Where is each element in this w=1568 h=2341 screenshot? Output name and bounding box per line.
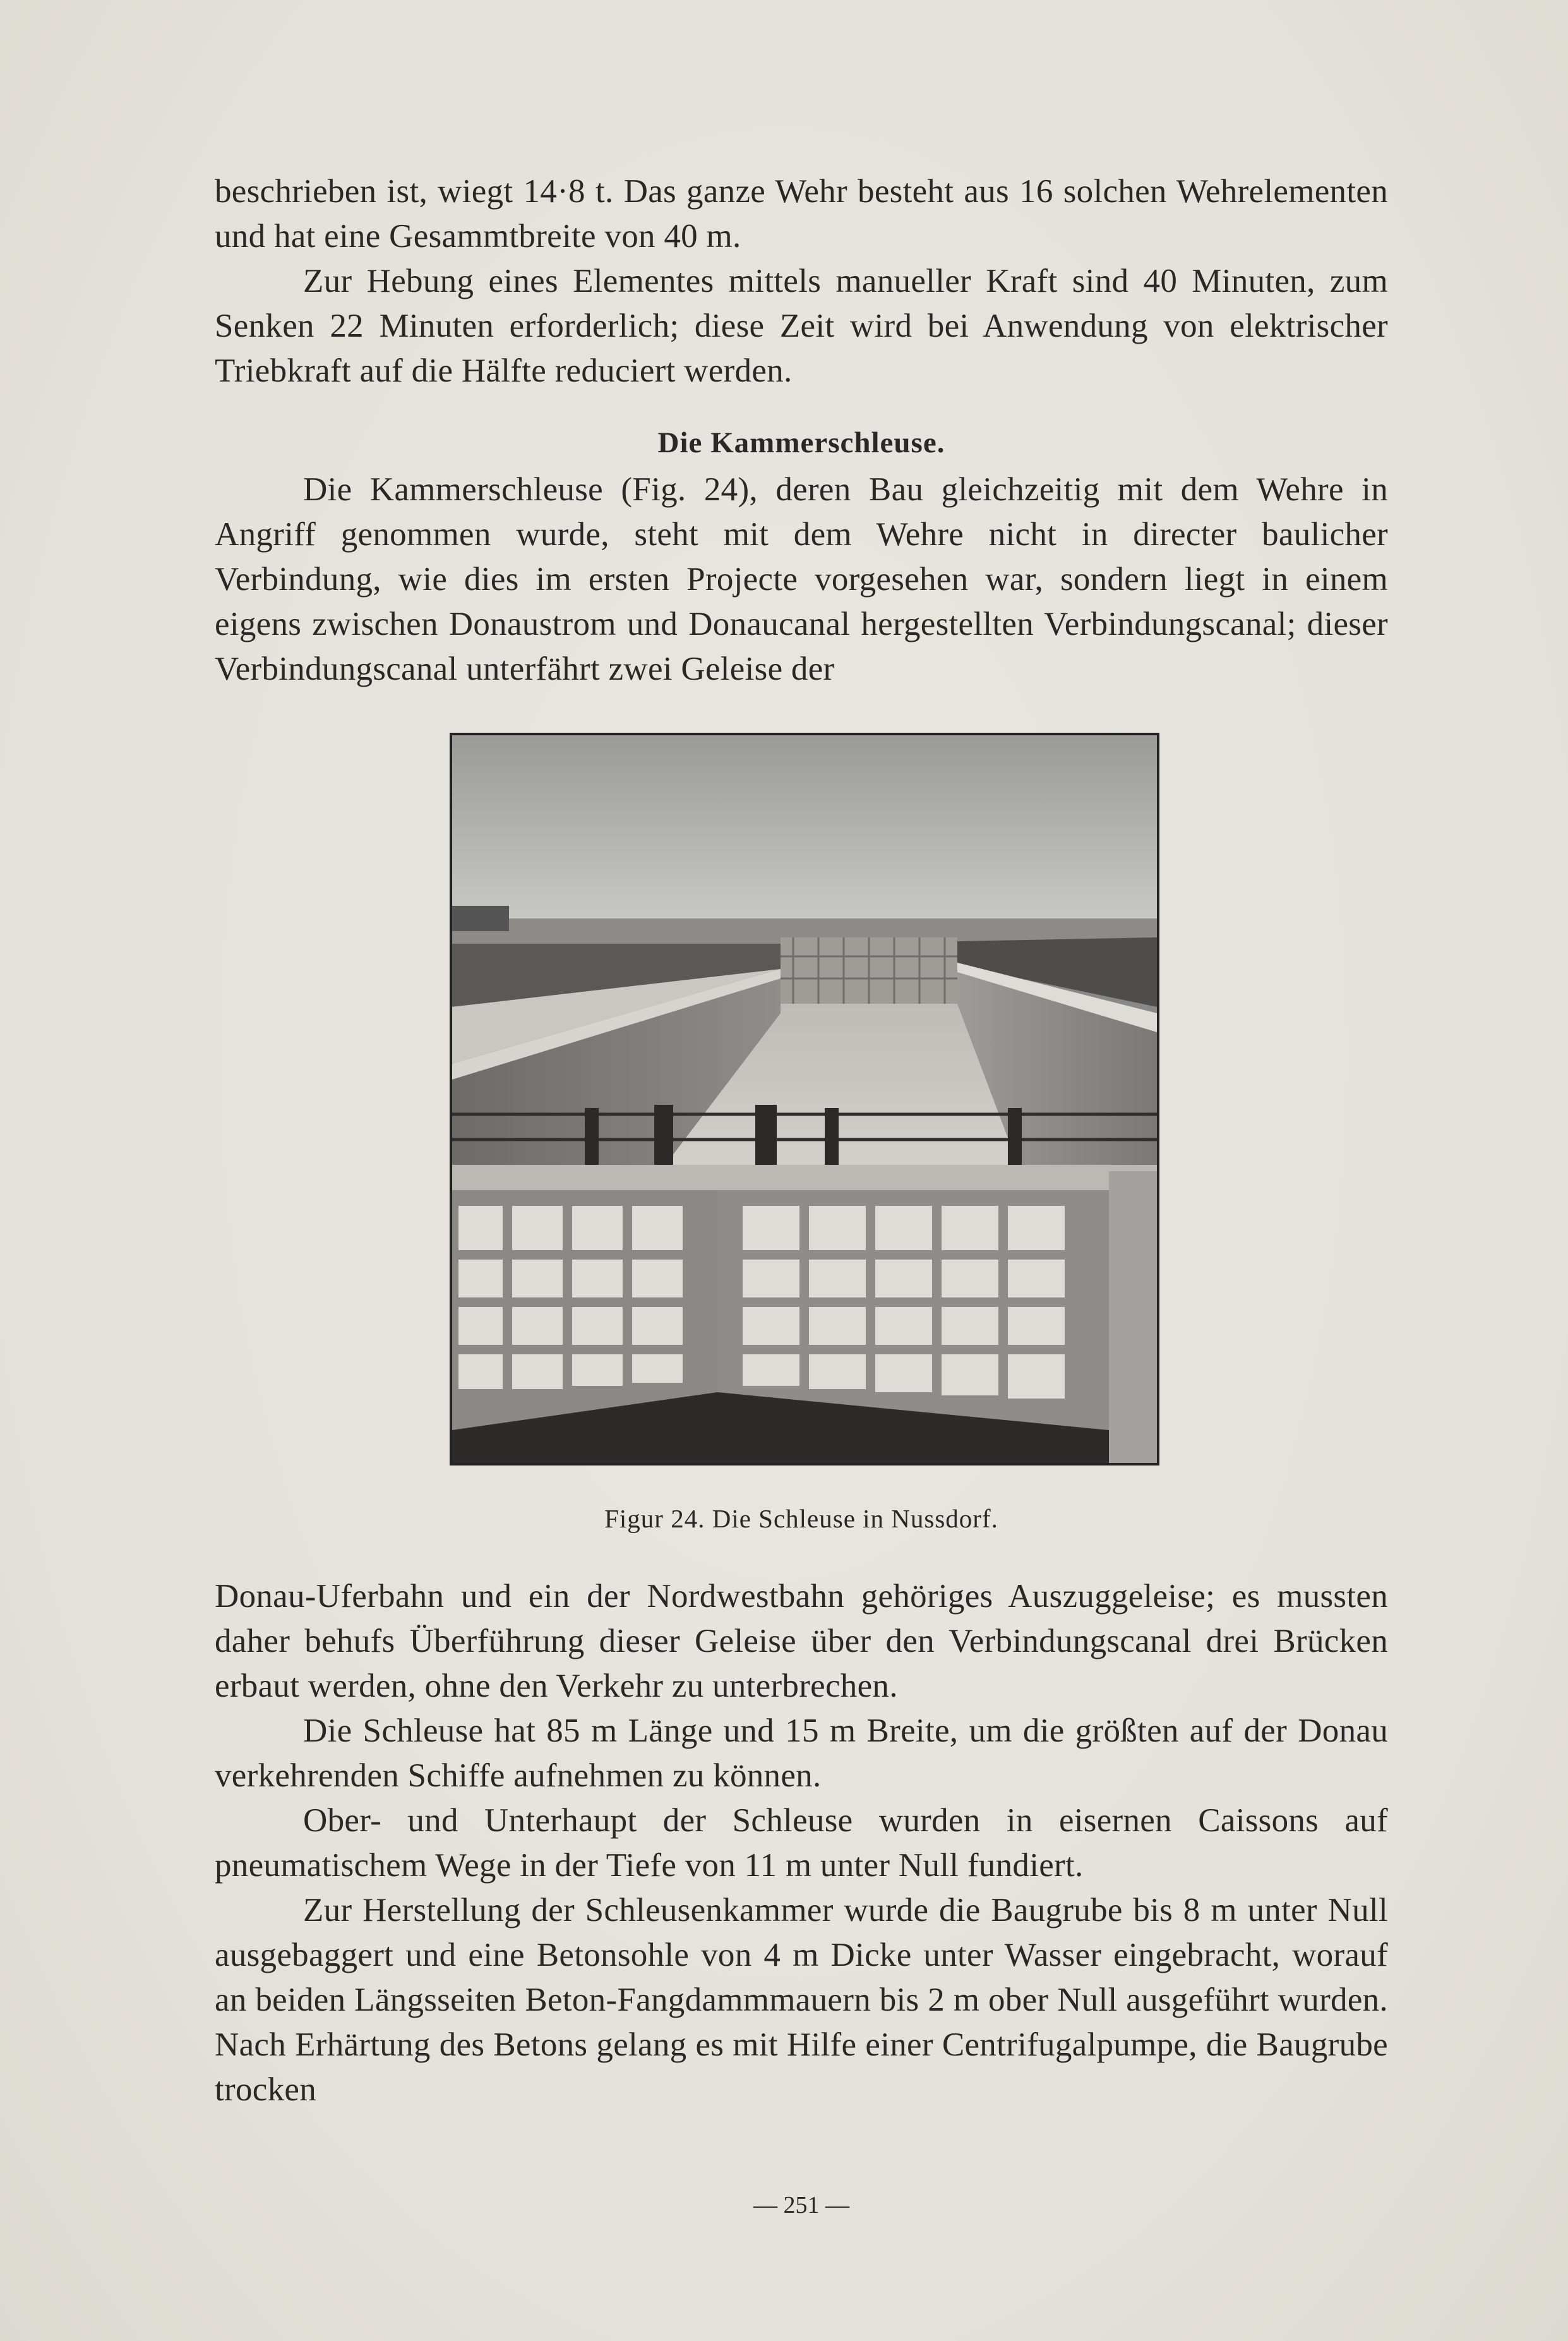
paragraph-dimensions: Die Schleuse hat 85 m Länge und 15 m Breite, um die größten auf der Donau verkehrenden Schiffe aufnehmen zu können. <box>215 1712 1388 1794</box>
paragraph-lifting-time: Zur Hebung eines Elementes mittels manueller Kraft sind 40 Minuten, zum Senken 22 Minuten erforderlich; diese Zeit wird bei Anwendung von elektrischer Triebkraft auf die Hälfte reduciert werden. <box>215 263 1388 389</box>
figure-lock-photo <box>450 733 1159 1465</box>
section-heading: Die Kammerschleuse. <box>657 426 945 459</box>
section-text-block <box>215 467 1388 692</box>
paragraph-weight: beschrieben ist, wiegt 14·8 t. Das ganze Wehr besteht aus 16 solchen Wehrelementen und hat eine Gesammtbreite von 40 m. <box>215 173 1388 255</box>
paragraph-bridges: Donau-Uferbahn und ein der Nordwestbahn gehöriges Auszuggeleise; es mussten daher behufs Überführung dieser Geleise über den Verbindungscanal drei Brücken erbaut werden, ohne den Verkehr zu unterbrechen. <box>215 1578 1388 1704</box>
page-number: — 251 — <box>753 2192 849 2218</box>
paragraph-kammerschleuse: Die Kammerschleuse (Fig. 24), deren Bau gleichzeitig mit dem Wehre in Angriff genommen wurde, steht mit dem Wehre nicht in directer baulicher Verbindung, wie dies im ersten Projecte vorgesehen war, sondern liegt in einem eigens zwischen Donaustrom und Donaucanal hergestellten Verbindungscanal; dieser Verbindungscanal unterfährt zwei Geleise der <box>215 471 1388 687</box>
bottom-text-block <box>215 1574 1388 2112</box>
paragraph-excavation: Zur Herstellung der Schleusenkammer wurde die Baugrube bis 8 m unter Null ausgebaggert und eine Betonsohle von 4 m Dicke unter Wasser eingebracht, worauf an beiden Längsseiten Beton-Fangdammmauern bis 2 m ober Null ausgeführt wurden. Nach Erhärtung des Betons gelang es mit Hilfe einer Centrifugalpumpe, die Baugrube trocken <box>215 1892 1388 2108</box>
paragraph-caissons: Ober- und Unterhaupt der Schleuse wurden in eisernen Caissons auf pneumatischem Wege in der Tiefe von 11 m unter Null fundiert. <box>215 1802 1388 1884</box>
top-text-block <box>215 169 1388 394</box>
lock-photo-illustration <box>452 735 1157 1463</box>
figure-caption: Figur 24. Die Schleuse in Nussdorf. <box>604 1504 998 1533</box>
